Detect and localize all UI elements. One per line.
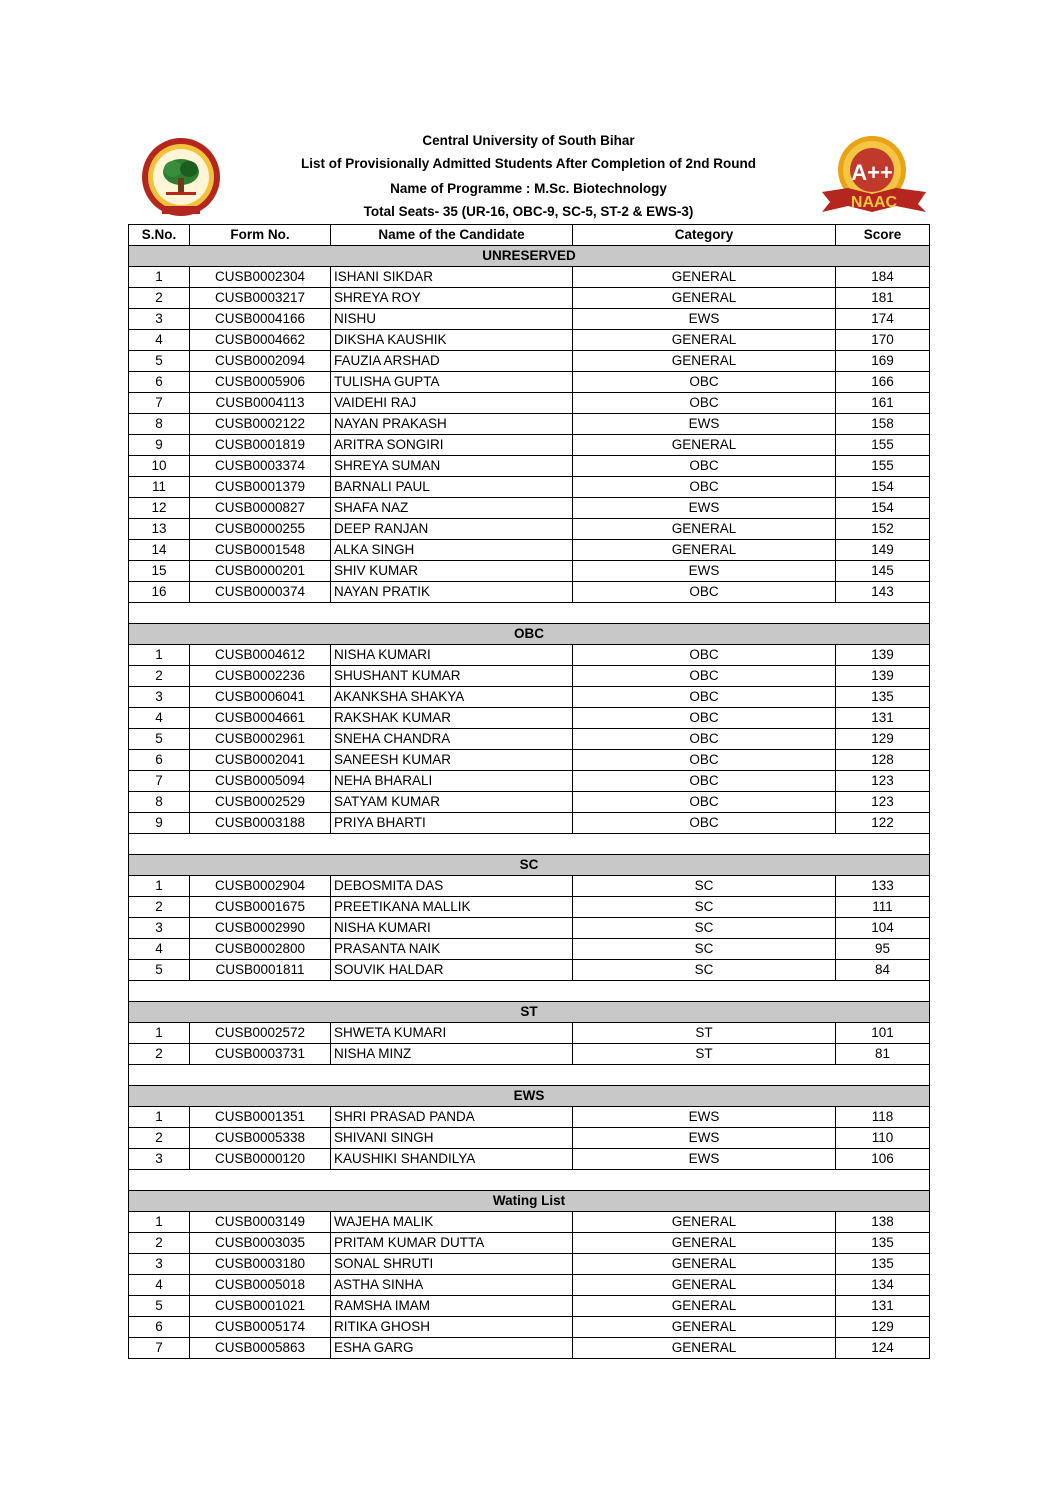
cell-score: 135 <box>836 1233 930 1254</box>
cell-category: OBC <box>573 771 836 792</box>
cell-form-no: CUSB0003731 <box>190 1044 331 1065</box>
cell-candidate-name: NAYAN PRAKASH <box>331 414 573 435</box>
cell-score: 95 <box>836 939 930 960</box>
cell-candidate-name: NAYAN PRATIK <box>331 582 573 603</box>
cell-candidate-name: SONAL SHRUTI <box>331 1254 573 1275</box>
cell-sno: 14 <box>129 540 190 561</box>
header-candidate-name: Name of the Candidate <box>331 225 573 246</box>
cell-category: EWS <box>573 498 836 519</box>
cell-category: EWS <box>573 309 836 330</box>
cell-category: OBC <box>573 456 836 477</box>
table-row <box>129 1149 930 1170</box>
table-row <box>129 351 930 372</box>
table-row <box>129 750 930 771</box>
cell-sno: 5 <box>129 1296 190 1317</box>
cell-candidate-name: SHREYA SUMAN <box>331 456 573 477</box>
table-row <box>129 813 930 834</box>
cell-sno: 3 <box>129 309 190 330</box>
section-title: ST <box>129 1002 930 1023</box>
cell-score: 184 <box>836 267 930 288</box>
cell-sno: 15 <box>129 561 190 582</box>
cell-score: 128 <box>836 750 930 771</box>
cell-sno: 4 <box>129 1275 190 1296</box>
section-header-row <box>129 855 930 876</box>
cell-sno: 13 <box>129 519 190 540</box>
cell-score: 135 <box>836 687 930 708</box>
cell-form-no: CUSB0000120 <box>190 1149 331 1170</box>
cell-sno: 2 <box>129 1044 190 1065</box>
table-row <box>129 1254 930 1275</box>
cell-candidate-name: WAJEHA MALIK <box>331 1212 573 1233</box>
cell-sno: 4 <box>129 708 190 729</box>
cell-sno: 1 <box>129 267 190 288</box>
cell-score: 106 <box>836 1149 930 1170</box>
cell-category: ST <box>573 1044 836 1065</box>
spacer-row <box>129 1065 930 1086</box>
section-title: OBC <box>129 624 930 645</box>
cell-form-no: CUSB0005863 <box>190 1338 331 1359</box>
cell-candidate-name: FAUZIA ARSHAD <box>331 351 573 372</box>
cell-candidate-name: ESHA GARG <box>331 1338 573 1359</box>
cell-candidate-name: TULISHA GUPTA <box>331 372 573 393</box>
cell-score: 129 <box>836 1317 930 1338</box>
table-row <box>129 414 930 435</box>
cell-form-no: CUSB0002304 <box>190 267 331 288</box>
cell-form-no: CUSB0002529 <box>190 792 331 813</box>
cell-score: 143 <box>836 582 930 603</box>
cell-candidate-name: PRITAM KUMAR DUTTA <box>331 1233 573 1254</box>
cell-category: GENERAL <box>573 1296 836 1317</box>
table-row <box>129 1044 930 1065</box>
cell-candidate-name: NISHU <box>331 309 573 330</box>
section-title: SC <box>129 855 930 876</box>
cell-category: EWS <box>573 561 836 582</box>
cell-form-no: CUSB0002041 <box>190 750 331 771</box>
cell-score: 124 <box>836 1338 930 1359</box>
cell-score: 174 <box>836 309 930 330</box>
cell-sno: 2 <box>129 1233 190 1254</box>
cell-score: 131 <box>836 1296 930 1317</box>
cell-candidate-name: RAKSHAK KUMAR <box>331 708 573 729</box>
cell-candidate-name: ARITRA SONGIRI <box>331 435 573 456</box>
cell-score: 145 <box>836 561 930 582</box>
cell-form-no: CUSB0001021 <box>190 1296 331 1317</box>
cell-score: 154 <box>836 498 930 519</box>
cell-sno: 6 <box>129 372 190 393</box>
cell-category: GENERAL <box>573 1338 836 1359</box>
table-row <box>129 540 930 561</box>
cell-form-no: CUSB0005906 <box>190 372 331 393</box>
header-sno: S.No. <box>129 225 190 246</box>
cell-category: ST <box>573 1023 836 1044</box>
cell-form-no: CUSB0002094 <box>190 351 331 372</box>
cell-candidate-name: NISHA MINZ <box>331 1044 573 1065</box>
table-row <box>129 456 930 477</box>
admission-table <box>128 224 930 1359</box>
cell-score: 169 <box>836 351 930 372</box>
cell-candidate-name: NISHA KUMARI <box>331 645 573 666</box>
cell-form-no: CUSB0001819 <box>190 435 331 456</box>
cell-candidate-name: SNEHA CHANDRA <box>331 729 573 750</box>
cell-category: OBC <box>573 477 836 498</box>
cell-form-no: CUSB0003149 <box>190 1212 331 1233</box>
cell-form-no: CUSB0000255 <box>190 519 331 540</box>
programme-name: Name of Programme : M.Sc. Biotechnology <box>390 181 667 196</box>
cell-candidate-name: SHAFA NAZ <box>331 498 573 519</box>
cell-candidate-name: AKANKSHA SHAKYA <box>331 687 573 708</box>
cell-sno: 9 <box>129 435 190 456</box>
cell-category: GENERAL <box>573 540 836 561</box>
cell-category: OBC <box>573 729 836 750</box>
cell-score: 170 <box>836 330 930 351</box>
naac-grade: A++ <box>851 160 893 185</box>
cell-form-no: CUSB0001548 <box>190 540 331 561</box>
cell-score: 149 <box>836 540 930 561</box>
cell-category: OBC <box>573 813 836 834</box>
cell-category: OBC <box>573 792 836 813</box>
cell-form-no: CUSB0001675 <box>190 897 331 918</box>
table-row <box>129 1338 930 1359</box>
cell-category: OBC <box>573 393 836 414</box>
table-row <box>129 267 930 288</box>
list-title: List of Provisionally Admitted Students After Completion of 2nd Round <box>301 156 756 171</box>
table-row <box>129 708 930 729</box>
table-row <box>129 393 930 414</box>
spacer-cell <box>129 834 930 855</box>
cell-score: 161 <box>836 393 930 414</box>
spacer-cell <box>129 981 930 1002</box>
cell-category: EWS <box>573 414 836 435</box>
spacer-row <box>129 1170 930 1191</box>
cell-sno: 7 <box>129 771 190 792</box>
cell-candidate-name: SATYAM KUMAR <box>331 792 573 813</box>
cell-sno: 4 <box>129 330 190 351</box>
cell-score: 81 <box>836 1044 930 1065</box>
cell-candidate-name: PRASANTA NAIK <box>331 939 573 960</box>
header-category: Category <box>573 225 836 246</box>
cell-form-no: CUSB0002800 <box>190 939 331 960</box>
cell-form-no: CUSB0001811 <box>190 960 331 981</box>
cell-category: GENERAL <box>573 1212 836 1233</box>
cell-category: SC <box>573 918 836 939</box>
cell-score: 101 <box>836 1023 930 1044</box>
cell-form-no: CUSB0003180 <box>190 1254 331 1275</box>
cell-category: SC <box>573 876 836 897</box>
cell-category: OBC <box>573 666 836 687</box>
cell-form-no: CUSB0005174 <box>190 1317 331 1338</box>
cell-form-no: CUSB0000201 <box>190 561 331 582</box>
table-row <box>129 1233 930 1254</box>
spacer-cell <box>129 603 930 624</box>
cell-candidate-name: RAMSHA IMAM <box>331 1296 573 1317</box>
table-row <box>129 309 930 330</box>
table-row <box>129 729 930 750</box>
cell-form-no: CUSB0000827 <box>190 498 331 519</box>
table-row <box>129 288 930 309</box>
cell-category: GENERAL <box>573 1233 836 1254</box>
table-row <box>129 792 930 813</box>
university-name: Central University of South Bihar <box>422 133 635 148</box>
cell-form-no: CUSB0002990 <box>190 918 331 939</box>
cell-candidate-name: KAUSHIKI SHANDILYA <box>331 1149 573 1170</box>
total-seats: Total Seats- 35 (UR-16, OBC-9, SC-5, ST-2 & EWS-3) <box>363 204 694 219</box>
cell-candidate-name: RITIKA GHOSH <box>331 1317 573 1338</box>
cell-form-no: CUSB0001351 <box>190 1107 331 1128</box>
cell-category: OBC <box>573 582 836 603</box>
cell-sno: 7 <box>129 393 190 414</box>
spacer-cell <box>129 1065 930 1086</box>
cell-candidate-name: PREETIKANA MALLIK <box>331 897 573 918</box>
cell-form-no: CUSB0003217 <box>190 288 331 309</box>
table-row <box>129 1317 930 1338</box>
cell-score: 133 <box>836 876 930 897</box>
header-form-no: Form No. <box>190 225 331 246</box>
cell-sno: 1 <box>129 1023 190 1044</box>
cell-form-no: CUSB0003035 <box>190 1233 331 1254</box>
section-title: UNRESERVED <box>129 246 930 267</box>
cell-score: 122 <box>836 813 930 834</box>
cell-candidate-name: SHUSHANT KUMAR <box>331 666 573 687</box>
naac-badge-icon <box>818 132 930 218</box>
cell-category: OBC <box>573 708 836 729</box>
table-row <box>129 435 930 456</box>
cell-sno: 11 <box>129 477 190 498</box>
cell-form-no: CUSB0004662 <box>190 330 331 351</box>
table-row <box>129 666 930 687</box>
cell-candidate-name: NEHA BHARALI <box>331 771 573 792</box>
table-row <box>129 771 930 792</box>
section-header-row <box>129 246 930 267</box>
cell-form-no: CUSB0002904 <box>190 876 331 897</box>
cell-candidate-name: DEBOSMITA DAS <box>331 876 573 897</box>
cell-sno: 3 <box>129 918 190 939</box>
cell-sno: 6 <box>129 1317 190 1338</box>
cell-sno: 2 <box>129 897 190 918</box>
cell-category: GENERAL <box>573 1317 836 1338</box>
cell-candidate-name: ALKA SINGH <box>331 540 573 561</box>
table-header-row <box>129 225 930 246</box>
table-row <box>129 876 930 897</box>
cell-sno: 3 <box>129 1149 190 1170</box>
cell-category: GENERAL <box>573 519 836 540</box>
cell-category: GENERAL <box>573 267 836 288</box>
cell-sno: 8 <box>129 792 190 813</box>
table-row <box>129 939 930 960</box>
cell-sno: 1 <box>129 1107 190 1128</box>
cell-score: 152 <box>836 519 930 540</box>
cell-score: 118 <box>836 1107 930 1128</box>
cell-category: GENERAL <box>573 435 836 456</box>
cell-sno: 3 <box>129 1254 190 1275</box>
cell-category: OBC <box>573 645 836 666</box>
cell-candidate-name: SANEESH KUMAR <box>331 750 573 771</box>
table-row <box>129 918 930 939</box>
cell-form-no: CUSB0004166 <box>190 309 331 330</box>
cell-category: GENERAL <box>573 330 836 351</box>
cell-sno: 5 <box>129 960 190 981</box>
cell-candidate-name: ASTHA SINHA <box>331 1275 573 1296</box>
section-header-row <box>129 1191 930 1212</box>
cell-score: 134 <box>836 1275 930 1296</box>
cell-category: EWS <box>573 1107 836 1128</box>
cell-category: GENERAL <box>573 288 836 309</box>
cell-sno: 6 <box>129 750 190 771</box>
cell-candidate-name: SOUVIK HALDAR <box>331 960 573 981</box>
cell-candidate-name: PRIYA BHARTI <box>331 813 573 834</box>
cell-sno: 2 <box>129 288 190 309</box>
cell-category: OBC <box>573 372 836 393</box>
cell-sno: 12 <box>129 498 190 519</box>
cell-score: 139 <box>836 645 930 666</box>
table-row <box>129 561 930 582</box>
document-header <box>128 130 929 222</box>
cell-score: 154 <box>836 477 930 498</box>
cell-category: SC <box>573 939 836 960</box>
cell-form-no: CUSB0003374 <box>190 456 331 477</box>
cell-score: 104 <box>836 918 930 939</box>
cell-sno: 7 <box>129 1338 190 1359</box>
table-row <box>129 1107 930 1128</box>
cell-score: 135 <box>836 1254 930 1275</box>
section-title: EWS <box>129 1086 930 1107</box>
cell-sno: 9 <box>129 813 190 834</box>
cell-score: 158 <box>836 414 930 435</box>
cell-candidate-name: ISHANI SIKDAR <box>331 267 573 288</box>
table-row <box>129 1296 930 1317</box>
cell-score: 155 <box>836 456 930 477</box>
cell-score: 123 <box>836 792 930 813</box>
cell-form-no: CUSB0004661 <box>190 708 331 729</box>
table-row <box>129 1023 930 1044</box>
cell-score: 139 <box>836 666 930 687</box>
cell-sno: 5 <box>129 729 190 750</box>
cell-form-no: CUSB0002122 <box>190 414 331 435</box>
cell-sno: 1 <box>129 1212 190 1233</box>
table-row <box>129 1212 930 1233</box>
cell-form-no: CUSB0004113 <box>190 393 331 414</box>
table-row <box>129 582 930 603</box>
cell-candidate-name: VAIDEHI RAJ <box>331 393 573 414</box>
cell-form-no: CUSB0005018 <box>190 1275 331 1296</box>
cell-score: 181 <box>836 288 930 309</box>
cell-candidate-name: SHREYA ROY <box>331 288 573 309</box>
cell-category: EWS <box>573 1149 836 1170</box>
cell-form-no: CUSB0002236 <box>190 666 331 687</box>
cell-form-no: CUSB0001379 <box>190 477 331 498</box>
cell-form-no: CUSB0003188 <box>190 813 331 834</box>
header-score: Score <box>836 225 930 246</box>
cell-form-no: CUSB0002572 <box>190 1023 331 1044</box>
cell-form-no: CUSB0006041 <box>190 687 331 708</box>
cell-candidate-name: BARNALI PAUL <box>331 477 573 498</box>
table-row <box>129 498 930 519</box>
cell-score: 155 <box>836 435 930 456</box>
cell-candidate-name: DIKSHA KAUSHIK <box>331 330 573 351</box>
table-row <box>129 372 930 393</box>
cell-form-no: CUSB0002961 <box>190 729 331 750</box>
table-row <box>129 687 930 708</box>
cell-candidate-name: SHWETA KUMARI <box>331 1023 573 1044</box>
table-row <box>129 1275 930 1296</box>
cell-candidate-name: NISHA KUMARI <box>331 918 573 939</box>
cell-score: 123 <box>836 771 930 792</box>
table-row <box>129 477 930 498</box>
cell-score: 138 <box>836 1212 930 1233</box>
cell-form-no: CUSB0005338 <box>190 1128 331 1149</box>
section-header-row <box>129 1086 930 1107</box>
cell-form-no: CUSB0004612 <box>190 645 331 666</box>
cell-sno: 3 <box>129 687 190 708</box>
cell-sno: 1 <box>129 645 190 666</box>
spacer-row <box>129 981 930 1002</box>
spacer-cell <box>129 1170 930 1191</box>
cell-sno: 2 <box>129 1128 190 1149</box>
cell-sno: 8 <box>129 414 190 435</box>
cell-category: GENERAL <box>573 351 836 372</box>
cell-category: EWS <box>573 1128 836 1149</box>
cell-sno: 2 <box>129 666 190 687</box>
cell-form-no: CUSB0000374 <box>190 582 331 603</box>
cell-candidate-name: SHIVANI SINGH <box>331 1128 573 1149</box>
section-header-row <box>129 624 930 645</box>
table-row <box>129 645 930 666</box>
cell-sno: 4 <box>129 939 190 960</box>
cell-category: OBC <box>573 687 836 708</box>
naac-label: NAAC <box>850 194 898 211</box>
cell-category: SC <box>573 960 836 981</box>
cell-score: 84 <box>836 960 930 981</box>
cell-candidate-name: DEEP RANJAN <box>331 519 573 540</box>
cell-form-no: CUSB0005094 <box>190 771 331 792</box>
cell-score: 166 <box>836 372 930 393</box>
cell-candidate-name: SHIV KUMAR <box>331 561 573 582</box>
spacer-row <box>129 834 930 855</box>
cell-candidate-name: SHRI PRASAD PANDA <box>331 1107 573 1128</box>
section-header-row <box>129 1002 930 1023</box>
cell-category: GENERAL <box>573 1254 836 1275</box>
table-row <box>129 1128 930 1149</box>
cell-score: 131 <box>836 708 930 729</box>
cell-category: GENERAL <box>573 1275 836 1296</box>
cell-sno: 1 <box>129 876 190 897</box>
cell-score: 111 <box>836 897 930 918</box>
spacer-row <box>129 603 930 624</box>
cell-sno: 5 <box>129 351 190 372</box>
cell-category: OBC <box>573 750 836 771</box>
section-title: Wating List <box>129 1191 930 1212</box>
cell-sno: 10 <box>129 456 190 477</box>
cell-score: 110 <box>836 1128 930 1149</box>
table-row <box>129 519 930 540</box>
cell-category: SC <box>573 897 836 918</box>
table-row <box>129 897 930 918</box>
cell-score: 129 <box>836 729 930 750</box>
table-row <box>129 330 930 351</box>
table-row <box>129 960 930 981</box>
cell-sno: 16 <box>129 582 190 603</box>
